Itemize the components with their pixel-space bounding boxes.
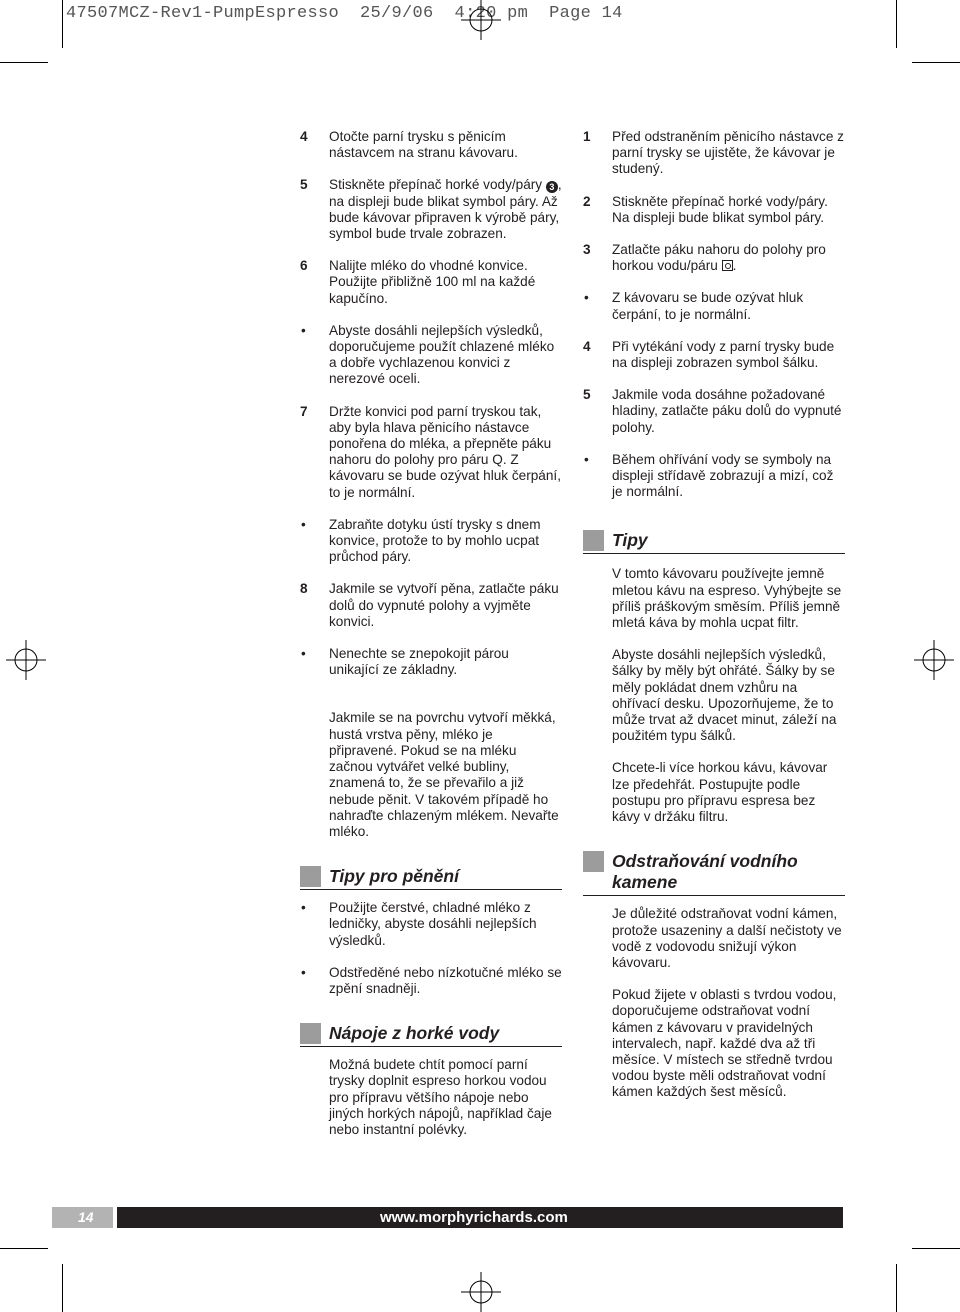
step-number: 5 [583, 387, 591, 403]
step-text: Před odstraněním pěnicího nástavce z parní trysky se ujistěte, že kávovar je studený. [612, 129, 844, 177]
milk-ready-paragraph: Jakmile se na povrchu vytvoří měkká, hustá vrstva pěny, mléko je připravené. Pokud se na mléku začnou vytvářet velké bubliny, znamená to, že se převařilo a již nebude pěnit. V takovém případě ho nahraďte chlazeným mlékem. Nevařte mléko. [329, 710, 559, 839]
step-number: 4 [583, 338, 591, 354]
steam-setting-badge-icon: 3 [546, 181, 558, 193]
section-heading-descaling [583, 851, 845, 896]
step-text: Jakmile se vytvoří pěna, zatlačte páku dolů do vypnuté polohy a vyjměte konvici. [329, 581, 559, 629]
heading-marker [300, 1023, 321, 1044]
step-text: Při vytékání vody z parní trysky bude na displeji zobrazen symbol šálku. [612, 338, 835, 371]
step-text: Zatlačte páku nahoru do polohy pro horkou vodu/páru . [612, 242, 826, 274]
bullet-icon: • [301, 516, 306, 532]
footer-bar [117, 1207, 843, 1228]
page-number-box [52, 1207, 113, 1228]
note-text: Zabraňte dotyku ústí trysky s dnem konvice, protože to by mohlo ucpat průchod páry. [329, 516, 541, 565]
crop-mark [896, 0, 897, 48]
descale-paragraph: Pokud žijete v oblasti s tvrdou vodou, doporučujeme odstraňovat vodní kámen z kávovaru v pravidelných intervalech, např. každé dva až tři měsíce. V místech se středně tvrdou vodou byste měli odstraňovat vodní kámen každých šest měsíců. [612, 987, 837, 1100]
note-bullet [583, 290, 845, 322]
step-number: 3 [583, 242, 591, 258]
tip-text: Odstředěné nebo nízkotučné mléko se zpění snadněji. [329, 964, 562, 996]
crop-mark [912, 62, 960, 63]
step-7 [300, 404, 562, 501]
tips-paragraph: V tomto kávovaru používejte jemně mletou kávu na espreso. Vyhýbejte se příliš práškovým směsím. Příliš jemně mletá káva by mohla ucpat filtr. [612, 566, 842, 631]
crop-mark [0, 62, 48, 63]
bullet-icon: • [301, 322, 306, 338]
tip-bullet [300, 900, 562, 949]
bullet-icon: • [301, 964, 306, 980]
step-number: 8 [300, 581, 308, 597]
section-heading-hot-water-drinks [300, 1023, 562, 1047]
step-4 [583, 339, 845, 371]
heading-marker [583, 851, 604, 872]
print-slug: 47507MCZ-Rev1-PumpEspresso 25/9/06 4:20 pm Page 14 [66, 4, 623, 23]
note-text: Během ohřívání vody se symboly na displeji střídavě zobrazují a mizí, což je normální. [612, 451, 834, 500]
crop-mark [896, 1264, 897, 1312]
step-text: Držte konvici pod parní tryskou tak, aby byla hlava pěnicího nástavce ponořena do mléka, a přepněte páku nahoru do polohy pro páru Q. Z kávovaru se bude ozývat hluk čerpání, to je normální. [329, 403, 561, 500]
bullet-icon: • [301, 900, 306, 916]
tip-bullet [300, 965, 562, 997]
registration-mark-icon [461, 1272, 501, 1312]
note-bullet [300, 646, 562, 678]
heading-text: Tipy pro pěnění [300, 866, 562, 890]
heading-marker [583, 530, 604, 551]
crop-mark [62, 0, 63, 48]
bullet-icon: • [584, 451, 589, 467]
step-4 [300, 129, 562, 161]
page-number: 14 [78, 1209, 94, 1225]
heading-text: Tipy [583, 530, 845, 554]
step-3 [583, 242, 845, 274]
descale-paragraph: Je důležité odstraňovat vodní kámen, protože usazeniny a další nečistoty ve vodě z vodovodu snižují výkon kávovaru. [612, 906, 842, 970]
note-bullet [300, 323, 562, 388]
step-text: Stiskněte přepínač horké vody/páry. Na displeji bude blikat symbol páry. [612, 193, 828, 225]
heading-text: Nápoje z horké vody [300, 1023, 562, 1047]
tip-text: Použijte čerstvé, chladné mléko z ledničky, abyste dosáhli nejlepších výsledků. [329, 900, 537, 948]
tips-paragraph: Chcete-li více horkou kávu, kávovar lze předehřát. Postupujte podle postupu pro přípravu espresa bez kávy v držáku filtru. [612, 760, 828, 825]
right-column [583, 129, 845, 1101]
section-heading-frothing-tips [300, 866, 562, 890]
heading-marker [300, 866, 321, 887]
step-8 [300, 581, 562, 630]
step-text: Nalijte mléko do vhodné konvice. Použijte přibližně 100 ml na každé kapučíno. [329, 258, 536, 306]
step-text: Stiskněte přepínač horké vody/páry 3 , na displeji bude blikat symbol páry. Až bude kávovar připraven k výrobě páry, symbol bude trvale zobrazen. [329, 177, 562, 242]
bullet-icon: • [584, 290, 589, 306]
note-text: Z kávovaru se bude ozývat hluk čerpání, to je normální. [612, 290, 804, 322]
crop-mark [62, 1264, 63, 1312]
bullet-icon: • [301, 646, 306, 662]
step-6 [300, 258, 562, 307]
step-number: 1 [583, 129, 591, 144]
note-text: Abyste dosáhli nejlepších výsledků, doporučujeme použít chlazené mléko a dobře vychlazenou konvici z nerezové oceli. [329, 322, 555, 387]
hot-water-paragraph: Možná budete chtít pomocí parní trysky doplnit espreso horkou vodou pro přípravu většího nápoje nebo jiných horkých nápojů, například čaje nebo instantní polévky. [329, 1057, 552, 1137]
footer-url: www.morphyrichards.com [380, 1209, 568, 1226]
crop-mark [0, 1248, 48, 1249]
crop-mark [912, 1248, 960, 1249]
step-5 [300, 177, 562, 242]
left-column [300, 129, 562, 1138]
note-bullet [583, 452, 845, 501]
step-5 [583, 387, 845, 436]
note-text: Nenechte se znepokojit párou unikající ze základny. [329, 646, 509, 678]
hot-water-steam-icon [722, 260, 733, 271]
registration-mark-icon [914, 640, 954, 680]
step-number: 4 [300, 129, 308, 144]
step-text: Otočte parní trysku s pěnicím nástavcem na stranu kávovaru. [329, 129, 518, 161]
step-number: 2 [583, 193, 591, 209]
heading-text: Odstraňování vodního kamene [583, 851, 845, 896]
step-number: 6 [300, 258, 308, 274]
note-bullet [300, 517, 562, 566]
step-number: 5 [300, 177, 308, 193]
step-text: Jakmile voda dosáhne požadované hladiny, zatlačte páku dolů do vypnuté polohy. [612, 387, 842, 435]
step-1 [583, 129, 845, 178]
registration-mark-icon [461, 0, 501, 40]
tips-paragraph: Abyste dosáhli nejlepších výsledků, šálky by měly být ohřáté. Šálky by se měly pokládat dnem vzhůru na ohřívací desku. Upozorňujeme, že to může trvat až dvacet minut, záleží na použitém typu šálků. [612, 647, 837, 744]
registration-mark-icon [6, 640, 46, 680]
step-number: 7 [300, 403, 308, 419]
section-heading-tips [583, 530, 845, 554]
step-2 [583, 194, 845, 226]
